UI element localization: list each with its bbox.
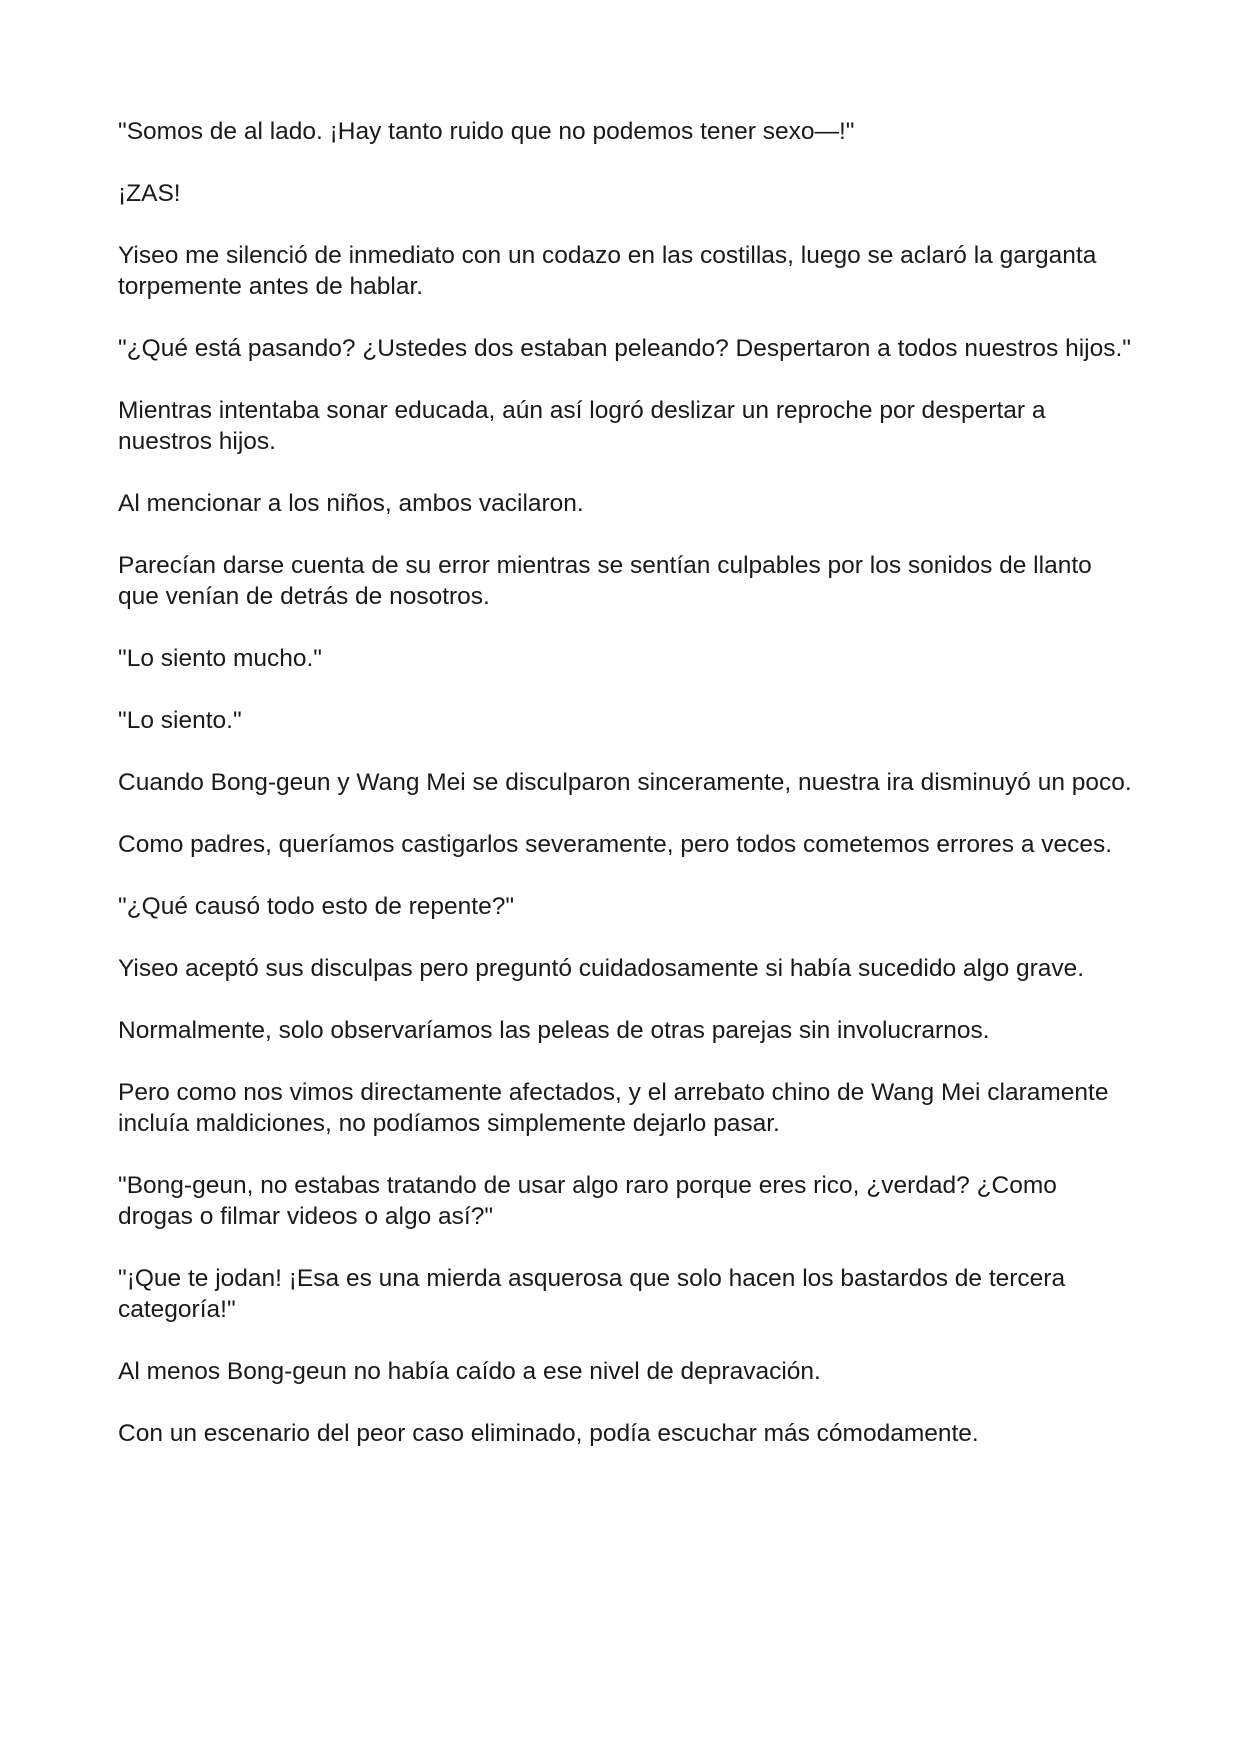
- paragraph: Pero como nos vimos directamente afectados, y el arrebato chino de Wang Mei claramente incluía maldiciones, no podíamos simplemente dejarlo pasar.: [118, 1079, 1109, 1137]
- paragraph: "¡Que te jodan! ¡Esa es una mierda asquerosa que solo hacen los bastardos de tercera categoría!": [118, 1265, 1066, 1323]
- paragraph: "Bong-geun, no estabas tratando de usar algo raro porque eres rico, ¿verdad? ¿Como drogas o filmar videos o algo así?": [118, 1172, 1057, 1230]
- paragraph: Al mencionar a los niños, ambos vacilaron.: [118, 490, 584, 517]
- paragraph: ¡ZAS!: [118, 180, 181, 207]
- paragraph: Al menos Bong-geun no había caído a ese nivel de depravación.: [118, 1358, 821, 1385]
- paragraph: Normalmente, solo observaríamos las peleas de otras parejas sin involucrarnos.: [118, 1017, 990, 1044]
- paragraph: "Lo siento mucho.": [118, 645, 322, 672]
- paragraph: Cuando Bong-geun y Wang Mei se disculparon sinceramente, nuestra ira disminuyó un poco.: [118, 769, 1132, 796]
- paragraph: Como padres, queríamos castigarlos severamente, pero todos cometemos errores a veces.: [118, 831, 1113, 858]
- paragraph: Parecían darse cuenta de su error mientras se sentían culpables por los sonidos de llanto que venían de detrás de nosotros.: [118, 552, 1092, 610]
- paragraph: "Somos de al lado. ¡Hay tanto ruido que no podemos tener sexo—!": [118, 118, 855, 145]
- paragraph: "Lo siento.": [118, 707, 242, 734]
- paragraph: Yiseo me silenció de inmediato con un codazo en las costillas, luego se aclaró la garganta torpemente antes de hablar.: [118, 242, 1097, 300]
- document-body: [118, 116, 1138, 1480]
- paragraph: Yiseo aceptó sus disculpas pero preguntó cuidadosamente si había sucedido algo grave.: [118, 955, 1085, 982]
- paragraph: Con un escenario del peor caso eliminado, podía escuchar más cómodamente.: [118, 1420, 979, 1447]
- paragraph: "¿Qué está pasando? ¿Ustedes dos estaban peleando? Despertaron a todos nuestros hijos.": [118, 335, 1132, 362]
- paragraph: "¿Qué causó todo esto de repente?": [118, 893, 515, 920]
- paragraph: Mientras intentaba sonar educada, aún así logró deslizar un reproche por despertar a nuestros hijos.: [118, 397, 1046, 455]
